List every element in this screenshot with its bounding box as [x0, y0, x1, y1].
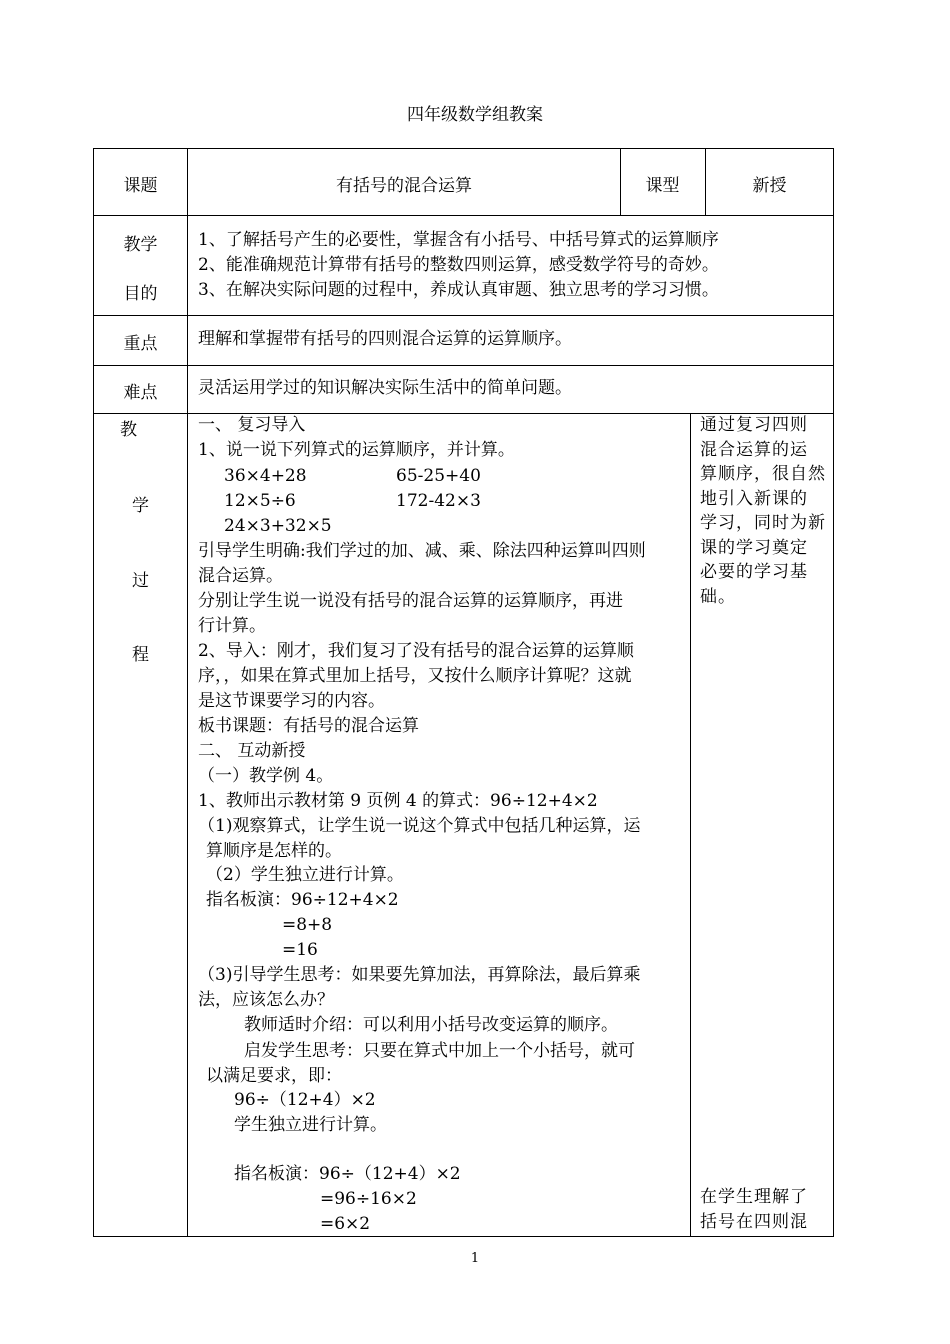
process-line: 法，应该怎么办？	[198, 990, 334, 1010]
process-line: 教师适时介绍：可以利用小括号改变运算的顺序。	[244, 1015, 618, 1035]
process-line: 以满足要求，即：	[206, 1066, 342, 1086]
objectives-label-line2: 目的	[123, 284, 158, 304]
process-line: 指名板演：96÷12+4×2	[206, 890, 399, 910]
process-line: 行计算。	[198, 616, 266, 636]
row-divider	[94, 365, 833, 366]
process-line: 是这节课要学习的内容。	[198, 691, 385, 711]
process-line: （1)观察算式，让学生说一说这个算式中包括几种运算，运	[198, 816, 641, 836]
process-line: 分别让学生说一说没有括号的混合运算的运算顺序，再进	[198, 591, 623, 611]
process-line: 65-25+40	[396, 466, 481, 486]
process-line: 12×5÷6	[224, 491, 296, 511]
process-line: 板书课题：有括号的混合运算	[198, 716, 419, 736]
type-value: 新授	[752, 176, 787, 196]
side-notes-bottom	[700, 1185, 830, 1234]
process-line: 启发学生思考：只要在算式中加上一个小括号，就可	[244, 1041, 635, 1061]
process-line: 混合运算。	[198, 566, 283, 586]
process-line: 指名板演：96÷（12+4）×2	[234, 1164, 461, 1184]
objective-item: 2、能准确规范计算带有括号的整数四则运算，感受数学符号的奇妙。	[198, 255, 719, 275]
process-line: （一）教学例 4。	[198, 766, 334, 786]
process-line: 一、 复习导入	[198, 415, 306, 435]
process-line: 序，，如果在算式里加上括号，又按什么顺序计算呢？这就	[198, 666, 632, 686]
side-note-line: 算顺序，很自然	[700, 464, 826, 484]
col-divider	[187, 149, 188, 1236]
side-note-line: 课的学习奠定	[700, 537, 808, 558]
col-divider	[690, 413, 691, 1236]
side-note-line: 地引入新课的	[700, 488, 808, 509]
topic-label: 课题	[123, 176, 158, 196]
objective-item: 3、在解决实际问题的过程中，养成认真审题、独立思考的学习习惯。	[198, 280, 719, 300]
side-note-line: 通过复习四则	[700, 415, 808, 435]
process-line: 学生独立进行计算。	[234, 1115, 387, 1135]
process-line: （3)引导学生思考：如果要先算加法，再算除法，最后算乘	[198, 965, 641, 985]
side-note-line: 必要的学习基	[700, 562, 808, 582]
process-line: 二、 互动新授	[198, 741, 306, 761]
process-line: 1、说一说下列算式的运算顺序，并计算。	[198, 440, 515, 460]
process-line: 36×4+28	[224, 466, 307, 486]
difficulty-text: 灵活运用学过的知识解决实际生活中的简单问题。	[198, 378, 572, 398]
page-number: 1	[470, 1251, 480, 1266]
process-line: 2、导入：刚才，我们复习了没有括号的混合运算的运算顺	[198, 641, 634, 661]
objectives-label-line1: 教学	[123, 235, 158, 255]
document-title: 四年级数学组教案	[407, 105, 543, 125]
process-line: =6×2	[320, 1214, 371, 1234]
row-divider	[94, 215, 833, 216]
key-point-label: 重点	[123, 334, 158, 354]
process-line: =8+8	[282, 915, 333, 935]
side-note-line: 础。	[700, 586, 736, 607]
topic-value: 有括号的混合运算	[336, 176, 472, 196]
process-label-char: 过	[132, 571, 149, 591]
row-divider	[94, 315, 833, 316]
process-line: 96÷（12+4）×2	[234, 1090, 376, 1110]
process-line: =16	[282, 940, 318, 960]
key-point-text: 理解和掌握带有括号的四则混合运算的运算顺序。	[198, 329, 572, 349]
side-note-line: 学习，同时为新	[700, 513, 826, 533]
side-notes-top	[700, 413, 830, 609]
process-line: 1、教师出示教材第 9 页例 4 的算式：96÷12+4×2	[198, 791, 598, 811]
side-note-line: 括号在四则混	[700, 1211, 808, 1232]
process-line: 引导学生明确:我们学过的加、减、乘、除法四种运算叫四则	[198, 541, 646, 561]
type-label: 课型	[645, 176, 680, 196]
process-line: =96÷16×2	[320, 1189, 417, 1209]
difficulty-label: 难点	[123, 383, 158, 403]
objective-item: 1、了解括号产生的必要性，掌握含有小括号、中括号算式的运算顺序	[198, 230, 719, 250]
process-line: 算顺序是怎样的。	[206, 841, 342, 861]
process-line: 172-42×3	[396, 491, 481, 511]
side-note-line: 在学生理解了	[700, 1187, 808, 1207]
process-label-char: 教	[120, 420, 137, 440]
process-label-char: 学	[132, 496, 149, 516]
process-line: 24×3+32×5	[224, 516, 332, 536]
process-line: （2）学生独立进行计算。	[206, 865, 404, 885]
side-note-line: 混合运算的运	[700, 439, 808, 460]
process-label-char: 程	[132, 645, 149, 665]
